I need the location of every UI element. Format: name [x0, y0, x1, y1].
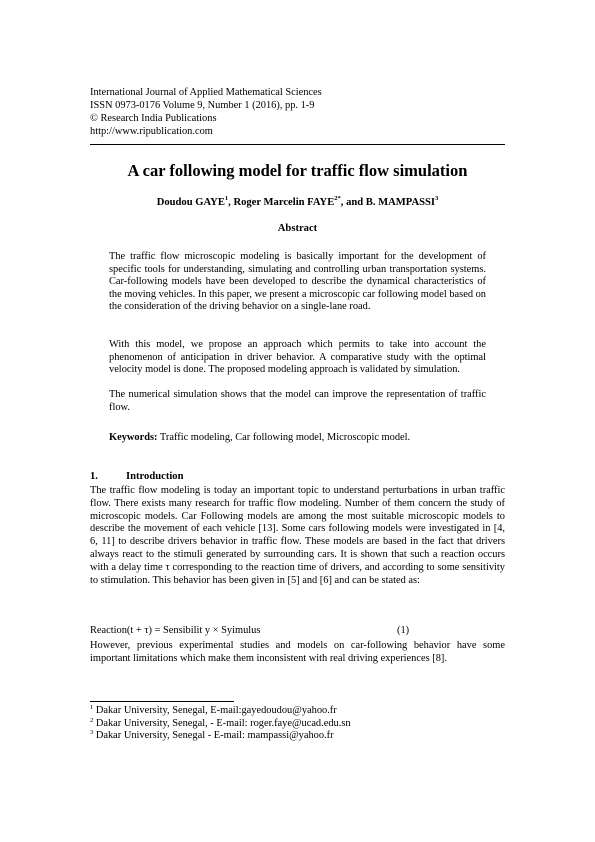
abstract-paragraph: The numerical simulation shows that the model can improve the representation of traffic flow. — [109, 389, 486, 413]
author-separator: , and — [340, 197, 366, 208]
footnote-text: Dakar University, Senegal, - E-mail: roger.faye@ucad.edu.sn — [93, 717, 351, 729]
journal-name: International Journal of Applied Mathematical Sciences — [90, 87, 322, 98]
footnote-mark: 2 — [90, 716, 94, 724]
header-rule — [90, 144, 505, 145]
author-name: B. MAMPASSI — [365, 197, 436, 208]
keywords-label: Keywords: — [109, 432, 158, 443]
footnote-mark: 1 — [90, 704, 94, 711]
section-title: Introduction — [126, 471, 184, 482]
journal-url: http://www.ripublication.com — [90, 126, 213, 137]
intro-paragraph: However, previous experimental studies and models on car-following behavior have some important limitations which make them inconsistent with real driving experiences [8]. — [90, 640, 505, 664]
abstract-paragraph: With this model, we propose an approach which permits to take into account the phenomenon of anticipation in driver behavior. A comparative study with the optimal velocity model is done. The proposed modeling approach is validated by simulation. — [109, 339, 486, 376]
equation-expression: Reaction(t + τ) = Sensibilit y × Syimulus — [90, 625, 261, 636]
footnotes — [90, 705, 505, 743]
journal-issn: ISSN 0973-0176 Volume 9, Number 1 (2016), pp. 1-9 — [90, 100, 315, 111]
author-name: Doudou GAYE — [156, 197, 225, 208]
journal-header — [90, 86, 505, 138]
author-list — [0, 196, 595, 209]
footnote — [90, 705, 505, 718]
equation-number: (1) — [397, 625, 410, 636]
author-name: Roger Marcelin FAYE — [233, 197, 335, 208]
keywords — [109, 432, 486, 443]
abstract-heading: Abstract — [277, 223, 318, 234]
author-mark: 2* — [334, 195, 341, 202]
footnote-text: Dakar University, Senegal - E-mail: mampassi@yahoo.fr — [93, 730, 334, 742]
intro-paragraph: The traffic flow modeling is today an important topic to understand perturbations in urban traffic flow. There exists many research for traffic flow modeling. Number of them concern the study of microscopic models. Car Following models are among the most suitable microscopic models to describe the movement of each vehicle [13]. Some cars following models were investigated in [4, 6, 11] to describe drivers behavior in traffic flow. These models are based in the fact that drivers always react to the stimuli generated by surrounding cars. It is shown that such a reaction occurs with a delay time τ corresponding to the reaction time of drivers, and according to some sensitivity to stimulation. This behavior has been given in [5] and [6] and can be stated as: — [90, 485, 505, 586]
footnote-rule — [90, 701, 234, 702]
footnote-mark: 3 — [90, 729, 94, 737]
keywords-text: Traffic modeling, Car following model, Microscopic model. — [159, 432, 411, 443]
footnote — [90, 718, 505, 731]
journal-publisher: © Research India Publications — [90, 113, 217, 124]
author-mark: 3 — [435, 195, 439, 202]
footnote-text: Dakar University, Senegal, E-mail:gayedoudou@yahoo.fr — [93, 705, 337, 716]
section-number: 1. — [90, 471, 98, 482]
section-heading — [90, 471, 184, 482]
abstract-paragraph: The traffic flow microscopic modeling is basically important for the development of specific tools for understanding, simulating and controlling urban transportation systems. Car-following models have been developed to describe the dynamical characteristics of the moving vehicles. In this paper, we present a microscopic car following model based on the consideration of the driving behavior on a single-lane road. — [109, 251, 486, 313]
author-separator: , — [228, 197, 234, 208]
footnote — [90, 730, 505, 743]
paper-title: A car following model for traffic flow simulation — [127, 161, 468, 180]
author-mark: 1 — [224, 195, 229, 202]
